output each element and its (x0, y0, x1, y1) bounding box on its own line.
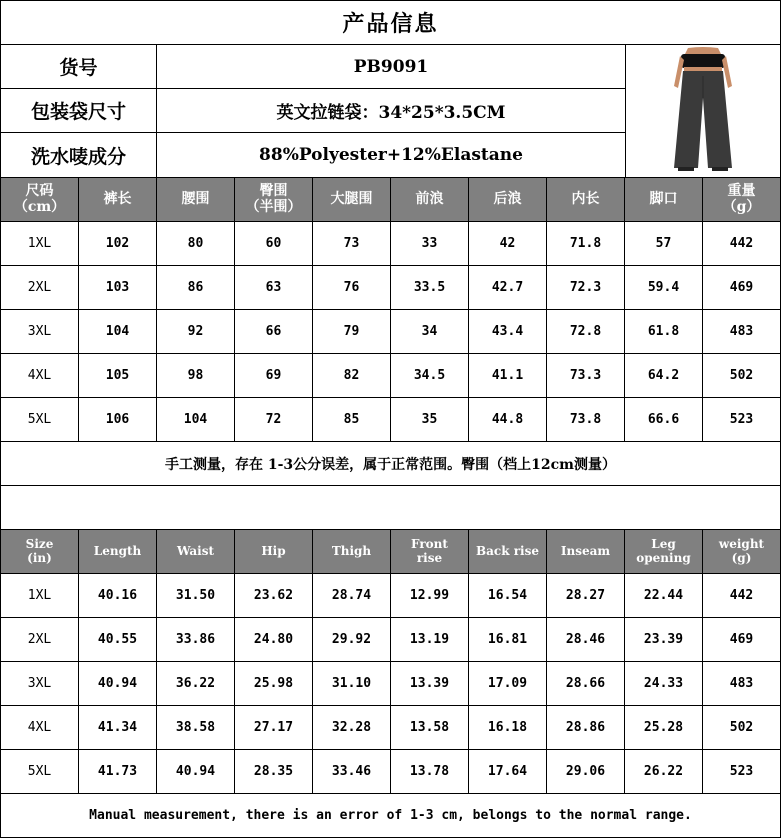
cm_table-cell-r4-c7: 73.8 (546, 397, 625, 442)
cm_table-cell-r0-c5: 33 (390, 221, 469, 266)
cm_table-cell-r1-c2: 86 (156, 265, 235, 310)
cm_table-cell-r4-c9: 523 (702, 397, 781, 442)
cm_table-header-7 (546, 177, 625, 222)
cm_table-header-1 (78, 177, 157, 222)
in_table-cell-r4-c2: 40.94 (156, 749, 235, 794)
package-size-value: 英文拉链袋：34*25*3.5CM (156, 88, 626, 133)
in_table-cell-r2-c8: 24.33 (624, 661, 703, 706)
page-title: 产品信息 (0, 0, 781, 45)
in_table-cell-r3-c0: 4XL (0, 705, 79, 750)
cm_table-cell-r1-c7: 72.3 (546, 265, 625, 310)
cm_table-cell-r4-c8: 66.6 (624, 397, 703, 442)
cm_table-header-8-line-0: 脚口 (649, 190, 678, 207)
in_table-header-8-line-0: Leg (651, 537, 676, 552)
in_table-cell-r1-c1: 40.55 (78, 617, 157, 662)
cm_table-header-0-line-1: （cm） (13, 198, 66, 215)
cm_table-header-2-line-0: 腰围 (181, 190, 210, 207)
in_table-cell-r1-c7: 28.46 (546, 617, 625, 662)
in_table-cell-r0-c8: 22.44 (624, 573, 703, 618)
package-size-label: 包装袋尺寸 (0, 88, 157, 133)
cm-table-note: 手工测量，存在 1-3公分误差，属于正常范围。臀围（档上12cm测量） (0, 441, 781, 486)
in_table-header-8-line-1: opening (636, 550, 691, 565)
cm_table-cell-r3-c0: 4XL (0, 353, 79, 398)
in_table-cell-r2-c2: 36.22 (156, 661, 235, 706)
item-number-value: PB9091 (156, 44, 626, 89)
in_table-cell-r2-c9: 483 (702, 661, 781, 706)
cm_table-cell-r2-c8: 61.8 (624, 309, 703, 354)
cm_table-header-5 (390, 177, 469, 222)
in_table-header-6-line-0: Back rise (476, 543, 539, 558)
cm_table-header-3 (234, 177, 313, 222)
in_table-cell-r4-c5: 13.78 (390, 749, 469, 794)
in_table-header-9-line-1: (g) (731, 550, 752, 565)
in_table-cell-r4-c0: 5XL (0, 749, 79, 794)
in_table-cell-r0-c4: 28.74 (312, 573, 391, 618)
in_table-header-2 (156, 529, 235, 574)
in_table-header-9-line-0: weight (718, 537, 765, 552)
cm_table-cell-r1-c6: 42.7 (468, 265, 547, 310)
in_table-header-3-line-0: Hip (261, 543, 286, 558)
in_table-cell-r4-c6: 17.64 (468, 749, 547, 794)
cm_table-header-9-line-0: 重量 (727, 183, 756, 200)
in_table-cell-r4-c7: 29.06 (546, 749, 625, 794)
cm_table-header-6 (468, 177, 547, 222)
cm_table-cell-r0-c3: 60 (234, 221, 313, 266)
in_table-cell-r3-c3: 27.17 (234, 705, 313, 750)
in_table-cell-r4-c4: 33.46 (312, 749, 391, 794)
cm_table-cell-r1-c4: 76 (312, 265, 391, 310)
cm_table-cell-r0-c1: 102 (78, 221, 157, 266)
in_table-cell-r3-c9: 502 (702, 705, 781, 750)
in_table-cell-r0-c0: 1XL (0, 573, 79, 618)
cm_table-cell-r0-c9: 442 (702, 221, 781, 266)
in_table-cell-r2-c5: 13.39 (390, 661, 469, 706)
fabric-composition-label: 洗水唛成分 (0, 132, 157, 178)
cm_table-cell-r3-c1: 105 (78, 353, 157, 398)
in_table-header-6 (468, 529, 547, 574)
cm_table-header-4 (312, 177, 391, 222)
cm_table-cell-r0-c0: 1XL (0, 221, 79, 266)
cm_table-cell-r1-c5: 33.5 (390, 265, 469, 310)
in_table-cell-r3-c7: 28.86 (546, 705, 625, 750)
cm_table-cell-r4-c5: 35 (390, 397, 469, 442)
in_table-cell-r1-c6: 16.81 (468, 617, 547, 662)
in_table-header-5-line-1: rise (416, 550, 443, 565)
cm_table-header-9-line-1: （g） (722, 198, 761, 215)
in_table-header-5 (390, 529, 469, 574)
cm_table-cell-r3-c2: 98 (156, 353, 235, 398)
in_table-cell-r1-c3: 24.80 (234, 617, 313, 662)
in_table-header-2-line-0: Waist (176, 543, 215, 558)
in_table-cell-r1-c2: 33.86 (156, 617, 235, 662)
cm_table-cell-r3-c5: 34.5 (390, 353, 469, 398)
cm_table-header-0 (0, 177, 79, 222)
cm_table-cell-r1-c0: 2XL (0, 265, 79, 310)
blank-spacer-row (0, 485, 781, 530)
cm_table-cell-r1-c9: 469 (702, 265, 781, 310)
cm_table-cell-r4-c4: 85 (312, 397, 391, 442)
in_table-cell-r2-c6: 17.09 (468, 661, 547, 706)
in_table-cell-r2-c0: 3XL (0, 661, 79, 706)
in_table-cell-r0-c6: 16.54 (468, 573, 547, 618)
cm_table-cell-r0-c2: 80 (156, 221, 235, 266)
in_table-header-0 (0, 529, 79, 574)
in_table-header-9 (702, 529, 781, 574)
cm_table-cell-r3-c7: 73.3 (546, 353, 625, 398)
cm_table-cell-r4-c6: 44.8 (468, 397, 547, 442)
in_table-cell-r4-c3: 28.35 (234, 749, 313, 794)
in_table-header-7-line-0: Inseam (560, 543, 611, 558)
in_table-cell-r0-c7: 28.27 (546, 573, 625, 618)
fabric-composition-value: 88%Polyester+12%Elastane (156, 132, 626, 178)
cm_table-cell-r0-c8: 57 (624, 221, 703, 266)
cm_table-cell-r3-c9: 502 (702, 353, 781, 398)
cm_table-cell-r1-c3: 63 (234, 265, 313, 310)
cm_table-cell-r3-c3: 69 (234, 353, 313, 398)
cm_table-header-1-line-0: 裤长 (103, 190, 132, 207)
cm_table-cell-r2-c1: 104 (78, 309, 157, 354)
in_table-header-0-line-1: (in) (27, 550, 52, 565)
cm_table-cell-r1-c8: 59.4 (624, 265, 703, 310)
cm_table-header-3-line-1: （半围） (245, 198, 302, 215)
in_table-cell-r1-c8: 23.39 (624, 617, 703, 662)
in_table-cell-r1-c5: 13.19 (390, 617, 469, 662)
inch-table-note: Manual measurement, there is an error of 1-3 cm, belongs to the normal range. (0, 793, 781, 838)
cm_table-cell-r1-c1: 103 (78, 265, 157, 310)
in_table-header-1-line-0: Length (93, 543, 142, 558)
in_table-cell-r3-c1: 41.34 (78, 705, 157, 750)
cm_table-cell-r2-c0: 3XL (0, 309, 79, 354)
cm_table-cell-r0-c6: 42 (468, 221, 547, 266)
in_table-header-4-line-0: Thigh (331, 543, 372, 558)
in_table-cell-r2-c7: 28.66 (546, 661, 625, 706)
cm_table-cell-r2-c2: 92 (156, 309, 235, 354)
cm_table-cell-r2-c9: 483 (702, 309, 781, 354)
cm_table-header-9 (702, 177, 781, 222)
in_table-cell-r4-c9: 523 (702, 749, 781, 794)
cm_table-header-2 (156, 177, 235, 222)
cm_table-cell-r3-c6: 41.1 (468, 353, 547, 398)
in_table-header-8 (624, 529, 703, 574)
cm_table-cell-r3-c4: 82 (312, 353, 391, 398)
cm_table-cell-r2-c5: 34 (390, 309, 469, 354)
in_table-header-5-line-0: Front (411, 537, 448, 552)
in_table-cell-r0-c3: 23.62 (234, 573, 313, 618)
in_table-header-3 (234, 529, 313, 574)
cm_table-header-6-line-0: 后浪 (493, 190, 522, 207)
cm_table-cell-r4-c2: 104 (156, 397, 235, 442)
cm_table-header-3-line-0: 臀围 (259, 183, 288, 200)
in_table-cell-r2-c3: 25.98 (234, 661, 313, 706)
in_table-cell-r4-c8: 26.22 (624, 749, 703, 794)
in_table-cell-r0-c1: 40.16 (78, 573, 157, 618)
cm_table-cell-r0-c4: 73 (312, 221, 391, 266)
in_table-cell-r2-c1: 40.94 (78, 661, 157, 706)
cm_table-cell-r2-c4: 79 (312, 309, 391, 354)
in_table-cell-r3-c8: 25.28 (624, 705, 703, 750)
item-number-label: 货号 (0, 44, 157, 89)
cm_table-header-0-line-0: 尺码 (25, 183, 54, 200)
in_table-cell-r2-c4: 31.10 (312, 661, 391, 706)
cm_table-header-4-line-0: 大腿围 (330, 190, 373, 207)
cm_table-cell-r4-c1: 106 (78, 397, 157, 442)
in_table-cell-r4-c1: 41.73 (78, 749, 157, 794)
in_table-cell-r3-c2: 38.58 (156, 705, 235, 750)
cm_table-cell-r0-c7: 71.8 (546, 221, 625, 266)
in_table-header-1 (78, 529, 157, 574)
in_table-header-7 (546, 529, 625, 574)
cm_table-header-7-line-0: 内长 (571, 190, 600, 207)
pants-model-image (628, 46, 778, 176)
in_table-cell-r3-c6: 16.18 (468, 705, 547, 750)
in_table-header-4 (312, 529, 391, 574)
in_table-cell-r1-c9: 469 (702, 617, 781, 662)
in_table-cell-r0-c9: 442 (702, 573, 781, 618)
cm_table-header-8 (624, 177, 703, 222)
in_table-cell-r0-c5: 12.99 (390, 573, 469, 618)
cm_table-cell-r2-c7: 72.8 (546, 309, 625, 354)
in_table-cell-r3-c4: 32.28 (312, 705, 391, 750)
product-photo (625, 44, 781, 178)
cm_table-cell-r4-c3: 72 (234, 397, 313, 442)
cm_table-cell-r2-c6: 43.4 (468, 309, 547, 354)
in_table-header-0-line-0: Size (25, 537, 54, 552)
in_table-cell-r1-c4: 29.92 (312, 617, 391, 662)
cm_table-header-5-line-0: 前浪 (415, 190, 444, 207)
cm_table-cell-r4-c0: 5XL (0, 397, 79, 442)
in_table-cell-r1-c0: 2XL (0, 617, 79, 662)
cm_table-cell-r3-c8: 64.2 (624, 353, 703, 398)
in_table-cell-r3-c5: 13.58 (390, 705, 469, 750)
in_table-cell-r0-c2: 31.50 (156, 573, 235, 618)
cm_table-cell-r2-c3: 66 (234, 309, 313, 354)
